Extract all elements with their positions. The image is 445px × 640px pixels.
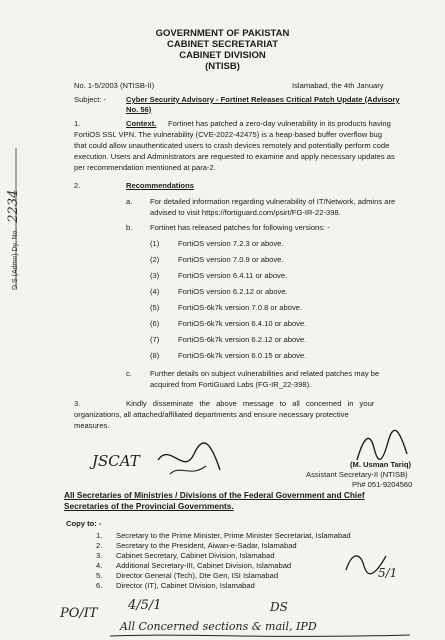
copy-to-item: Director (IT), Cabinet Division, Islamabad — [116, 581, 255, 590]
para2-a-line-1: For detailed information regarding vulnerability of IT/Network, admins are — [150, 197, 396, 206]
para2-c-line-2: acquired from FortiGuard Labs (FG-IR_22-398). — [150, 380, 312, 389]
header-government: GOVERNMENT OF PAKISTAN — [155, 28, 290, 39]
header-division: CABINET DIVISION — [179, 50, 266, 61]
copy-to-label: Copy to: - — [66, 519, 102, 528]
copy-to-item: Secretary to the Prime Minister, Prime Minister Secretariat, Islamabad — [116, 531, 351, 540]
handwritten-date-right: 5/1 — [378, 566, 398, 580]
copy-to-item: Additional Secretary-III, Cabinet Division, Islamabad — [116, 561, 292, 570]
version-item: FortiOS-6k7k version 7.0.8 or above. — [178, 303, 303, 312]
para2-number: 2. — [74, 181, 81, 190]
subject-label: Subject: - — [74, 95, 107, 104]
para1-line-2: FortiOS SSL VPN. The vulnerability (CVE-2022-42475) is a heap-based buffer overflow bug — [74, 130, 382, 139]
initials-left: JSCAT — [92, 452, 140, 470]
handwritten-mark-right — [342, 548, 392, 578]
handwritten-underline — [110, 633, 410, 639]
signatory-title: Assistant Secretary-II (NTISB) — [306, 470, 408, 479]
para2-a-label: a. — [126, 197, 133, 206]
version-item: FortiOS-6k7k version 6.2.12 or above. — [178, 335, 307, 344]
para3-line-2: organizations, all attached/affiliated departments and ensure necessary protective — [74, 410, 349, 419]
copy-to-item: Director General (Tech), Dte Gen, ISI Islamabad — [116, 571, 279, 580]
version-number: (5) — [150, 303, 160, 312]
version-number: (2) — [150, 255, 160, 264]
version-number: (3) — [150, 271, 160, 280]
addressees-line-2: Secretaries of the Provincial Governments. — [64, 501, 234, 511]
para3-line-1: Kindly disseminate the above message to all concerned in your — [126, 399, 375, 408]
copy-to-item: Cabinet Secretary, Cabinet Division, Islamabad — [116, 551, 275, 560]
version-item: FortiOS-6k7k version 6.0.15 or above. — [178, 351, 307, 360]
para1-line-3: that could allow unauthenticated users to crash devices remotely and potentially perform code — [74, 141, 390, 150]
copy-to-number: 1. — [96, 531, 103, 540]
version-number: (8) — [150, 351, 160, 360]
header-secretariat: CABINET SECRETARIAT — [166, 39, 278, 50]
para2-c-label: c. — [126, 369, 132, 378]
para1-heading: Context. — [126, 119, 157, 128]
version-item: FortiOS version 7.0.9 or above. — [178, 255, 284, 264]
handwritten-po-it: PO/IT — [60, 606, 98, 621]
para1-line-4: execution. Users and Administrators are requested to examine and apply necessary updates as — [74, 152, 395, 161]
signatory-phone: Ph# 051-9204560 — [352, 480, 413, 489]
version-number: (7) — [150, 335, 160, 344]
version-item: FortiOS version 7.2.3 or above. — [178, 239, 284, 248]
header-ntisb: (NTISB) — [205, 61, 240, 72]
diary-stamp-number: 2234 — [6, 189, 21, 223]
para3-number: 3. — [74, 399, 81, 408]
copy-to-number: 2. — [96, 541, 103, 550]
diary-stamp-label: D.S (Admn) Dy. No. — [12, 228, 19, 290]
version-number: (4) — [150, 287, 160, 296]
para1-number: 1. — [74, 119, 81, 128]
version-item: FortiOS version 6.2.12 or above. — [178, 287, 288, 296]
subject-line-2: No. 56) — [126, 105, 152, 114]
initials-left-mark — [150, 440, 230, 480]
copy-to-number: 6. — [96, 581, 103, 590]
handwritten-ds: DS — [270, 600, 288, 614]
copy-to-number: 5. — [96, 571, 103, 580]
copy-to-number: 4. — [96, 561, 103, 570]
para1-line-1: Fortinet has patched a zero-day vulnerability in its products having — [168, 119, 391, 128]
diary-stamp-underline — [14, 148, 18, 288]
copy-to-item: Secretary to the President, Aiwan-e-Sadar, Islamabad — [116, 541, 297, 550]
para1-line-5: per recommendation mentioned at para-2. — [74, 163, 216, 172]
signatory-name: (M. Usman Tariq) — [350, 460, 412, 469]
handwritten-date-bottom: 4/5/1 — [128, 598, 162, 613]
subject-line-1: Cyber Security Advisory - Fortinet Releases Critical Patch Update (Advisory — [126, 95, 400, 104]
version-item: FortiOS version 6.4.11 or above. — [178, 271, 288, 280]
place-date: Islamabad, the 4th January — [292, 81, 384, 90]
para2-a-line-2: advised to visit https://fortiguard.com/psirt/FG-IR-22-398. — [150, 208, 341, 217]
para2-heading: Recommendations — [126, 181, 194, 190]
para2-b-line-1: Fortinet has released patches for following versions: - — [150, 223, 330, 232]
version-item: FortiOS-6k7k version 6.4.10 or above. — [178, 319, 307, 328]
para2-c-line-1: Further details on subject vulnerabilities and related patches may be — [150, 369, 380, 378]
addressees-line-1: All Secretaries of Ministries / Divisions of the Federal Government and Chief — [64, 490, 365, 500]
version-number: (6) — [150, 319, 160, 328]
para2-b-label: b. — [126, 223, 133, 232]
handwritten-bottom-note: All Concerned sections & mail, IPD — [120, 620, 317, 633]
para3-line-3: measures. — [74, 421, 110, 430]
reference-number: No. 1-5/2003 (NTISB-II) — [74, 81, 155, 90]
version-number: (1) — [150, 239, 160, 248]
copy-to-number: 3. — [96, 551, 103, 560]
